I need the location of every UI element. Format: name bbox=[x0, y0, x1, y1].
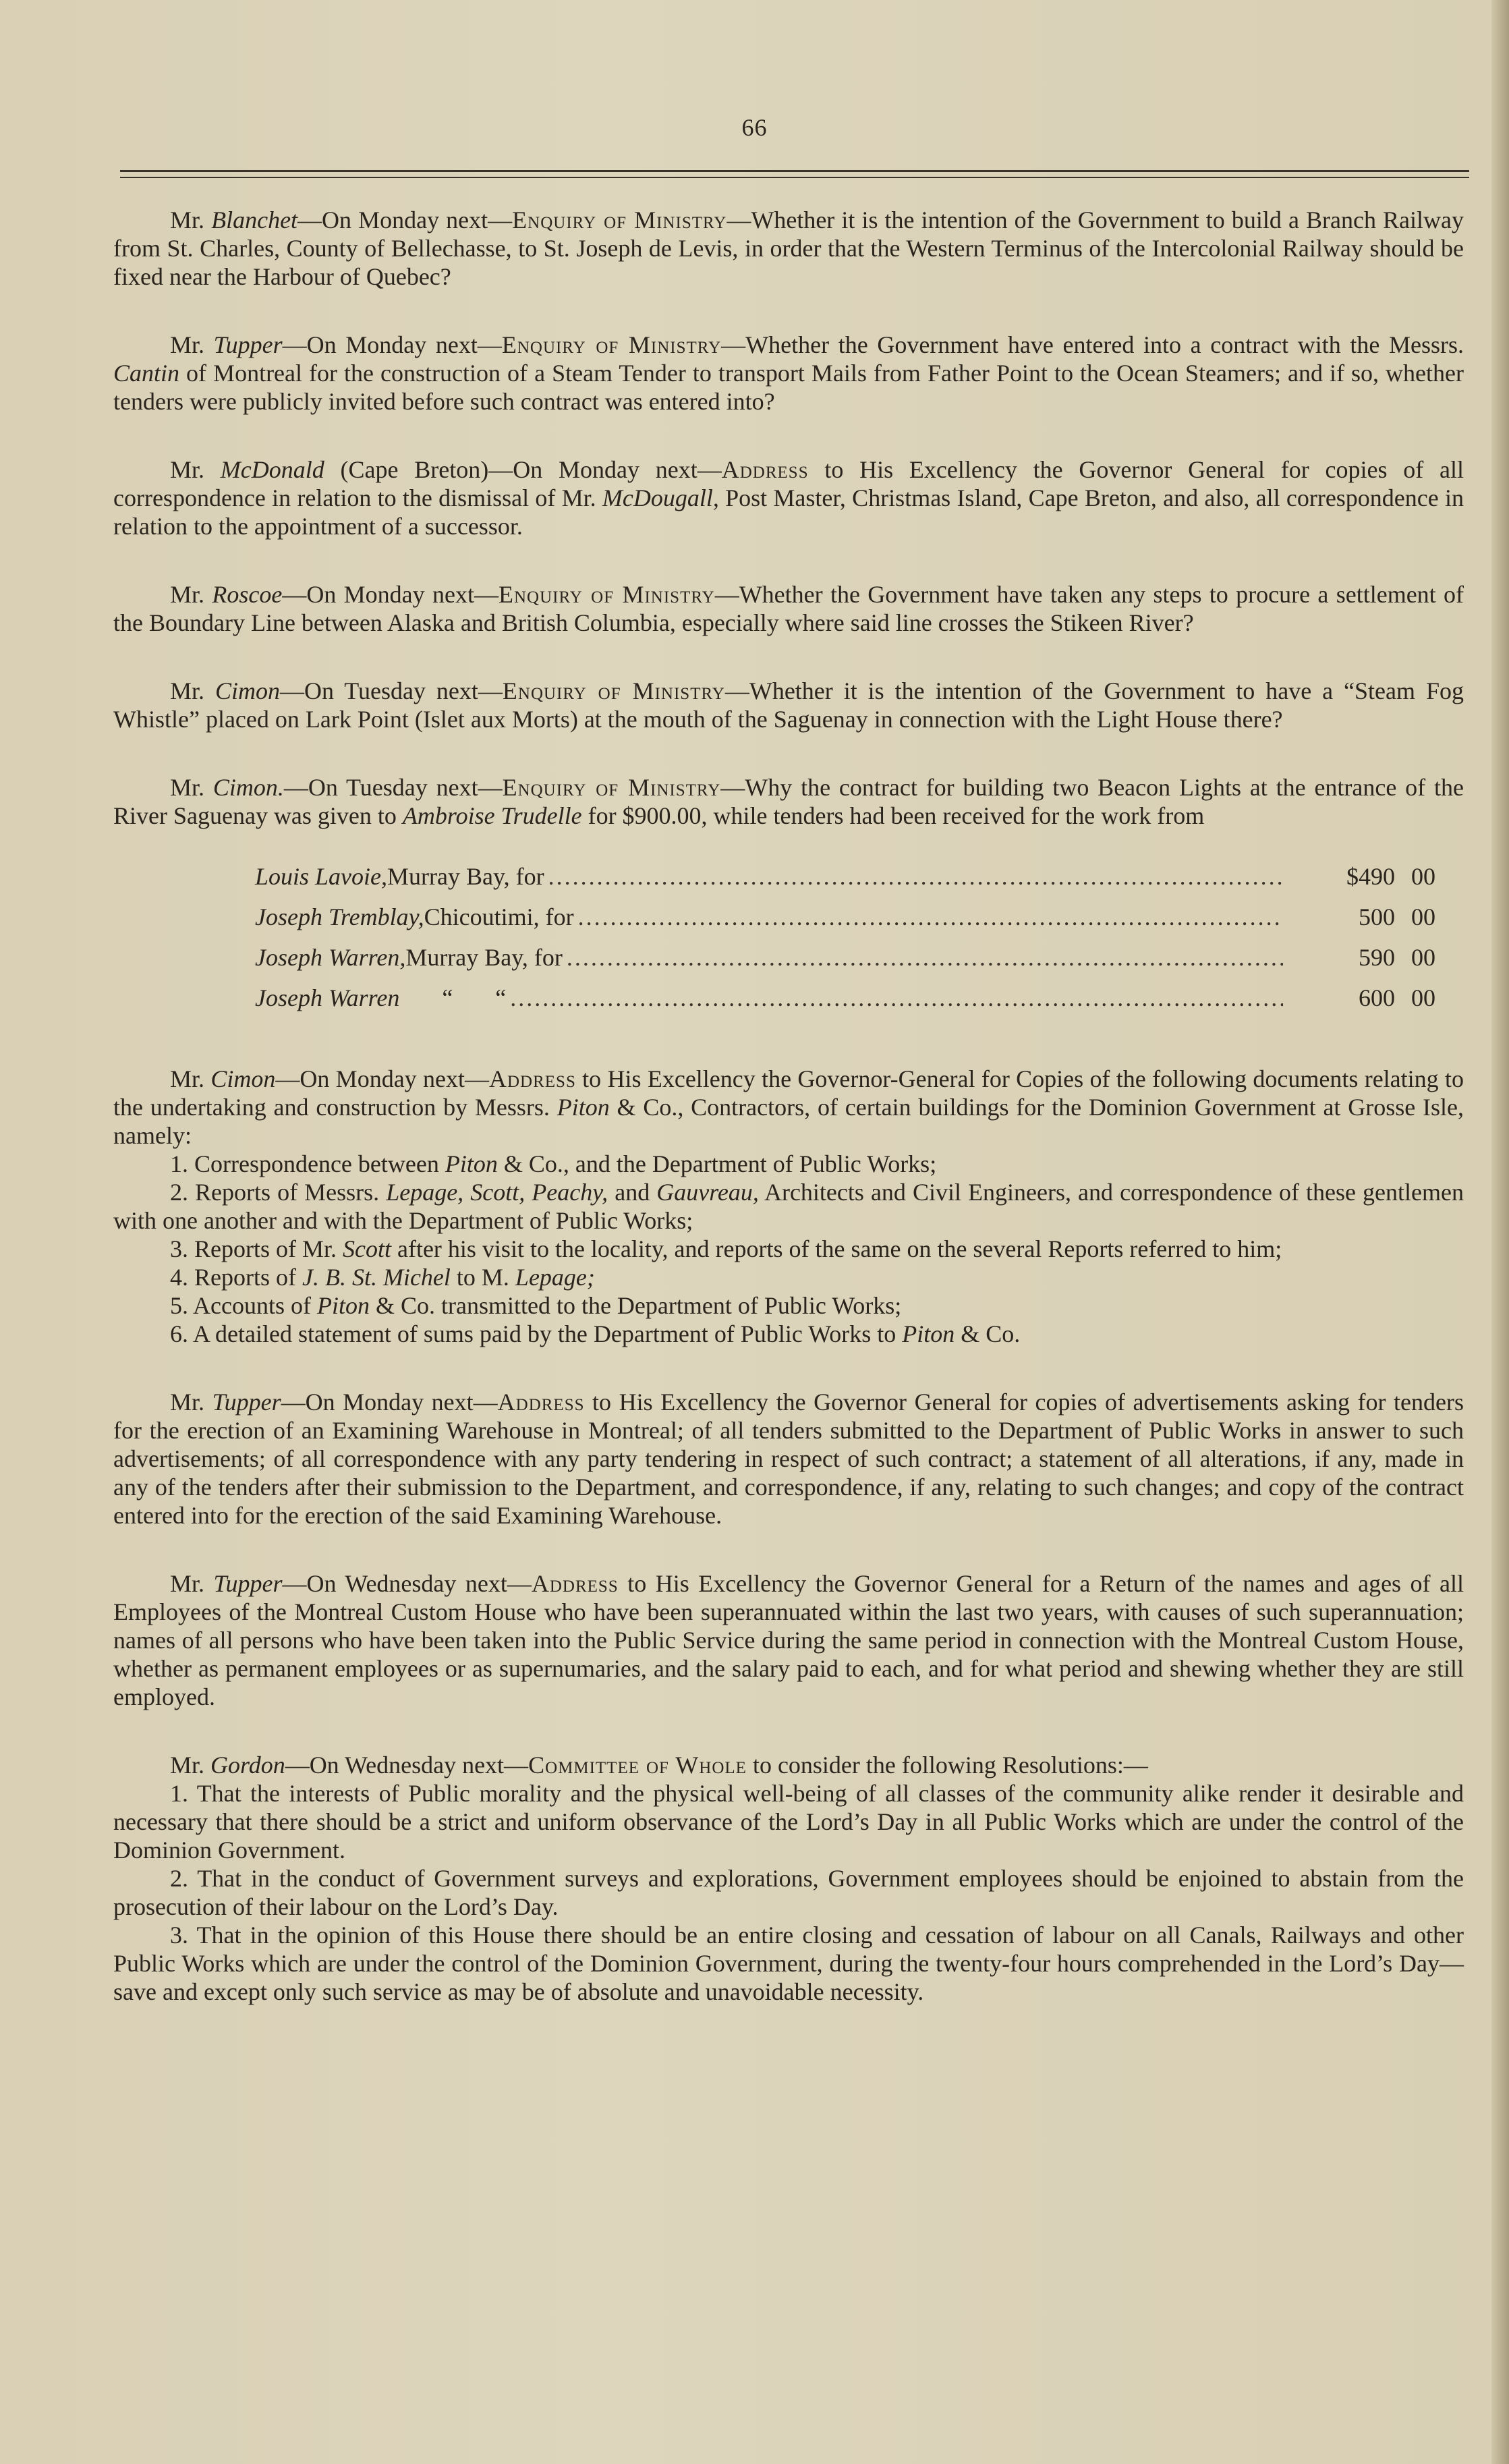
leader-dots bbox=[578, 903, 1283, 931]
page-edge-shadow bbox=[1491, 0, 1509, 2464]
member-name: Tupper bbox=[212, 1389, 281, 1416]
document-item: 6. A detailed statement of sums paid by the Department of Public Works to Piton & Co. bbox=[170, 1320, 1021, 1347]
resolution-item: 2. That in the conduct of Government surveys and explorations, Government employees should be enjoined to abstain from the prosecution of their labour on the Lord’s Day. bbox=[113, 1865, 1464, 1920]
header-rule-bottom bbox=[120, 177, 1469, 178]
tenders-list bbox=[255, 862, 1435, 1024]
tender-row bbox=[255, 943, 1435, 984]
member-name: Cimon. bbox=[212, 774, 284, 801]
notice-tupper-steam-tender: Mr. Tupper—On Monday next—Enquiry of Ministry—Whether the Government have entered into a contract with the Messrs. Cantin of Montreal for the construction of a Steam Tender to transport Mails from Father Point to the Ocean Steamers; and if so, whether tenders were publicly invited before such contract was entered into? bbox=[113, 331, 1464, 415]
notice-kind: Address bbox=[497, 1389, 585, 1416]
member-name: Tupper bbox=[213, 331, 283, 358]
notice-mcdonald: Mr. McDonald (Cape Breton)—On Monday next—Address to His Excellency the Governor General for copies of all correspondence in relation to the dismissal of Mr. McDougall, Post Master, Christmas Island, Cape Breton, and also, all correspondence in relation to the appointment of a successor. bbox=[113, 456, 1464, 540]
resolution-item: 1. That the interests of Public morality and the physical well-being of all classes of the community alike render it desirable and necessary that there should be a strict and uniform observance of the Lord’s Day in all Public Works which are under the control of the Dominion Government. bbox=[113, 1780, 1464, 1864]
notice-kind: Address bbox=[488, 1065, 576, 1092]
document-item: 5. Accounts of Piton & Co. transmitted to the Department of Public Works; bbox=[170, 1292, 902, 1319]
leader-dots bbox=[548, 862, 1283, 891]
member-name: Cimon bbox=[215, 677, 280, 704]
tender-place: “ “ bbox=[399, 984, 507, 1011]
tender-cents: 00 bbox=[1411, 863, 1435, 890]
notice-tupper-custom-house: Mr. Tupper—On Wednesday next—Address to His Excellency the Governor General for a Return of the names and ages of all Employees of the Montreal Custom House who have been superannuated within the last two years, with causes of such superannuation; names of all persons who have been taken into the Public Service during the same period in connection with the Montreal Custom House, whether as permanent employees or as supernumaries, and the salary paid to each, and for what period and shewing whether they are still employed. bbox=[113, 1570, 1464, 1710]
tender-amount: $490 bbox=[1346, 863, 1395, 890]
document-item: 2. Reports of Messrs. Lepage, Scott, Peachy, and Gauvreau, Architects and Civil Engineers, and correspondence of these gentlemen with one another and with the Department of Public Works; bbox=[113, 1179, 1464, 1234]
tender-cents: 00 bbox=[1411, 944, 1435, 971]
member-name: Tupper bbox=[213, 1570, 283, 1597]
document-item: 1. Correspondence between Piton & Co., and the Department of Public Works; bbox=[170, 1150, 937, 1177]
notice-blanchet: Mr. Blanchet—On Monday next—Enquiry of Ministry—Whether it is the intention of the Government to build a Branch Railway from St. Charles, County of Bellechasse, to St. Joseph de Levis, in order that the Western Terminus of the Intercolonial Railway should be fixed near the Harbour of Quebec? bbox=[113, 206, 1464, 290]
tender-place: Chicoutimi, for bbox=[424, 903, 574, 930]
notice-tupper-examining-warehouse: Mr. Tupper—On Monday next—Address to His Excellency the Governor General for copies of advertisements asking for tenders for the erection of an Examining Warehouse in Montreal; of all tenders submitted to the Department of Public Works in answer to such advertisements; of all correspondence with any party tendering in respect of such contract; a statement of all alterations, if any, made in any of the tenders after their submission to the Department, and correspondence, if any, relating to such changes; and copy of the contract entered into for the erection of the said Examining Warehouse. bbox=[113, 1389, 1464, 1529]
notice-cimon-fog-whistle: Mr. Cimon—On Tuesday next—Enquiry of Ministry—Whether it is the intention of the Government to have a “Steam Fog Whistle” placed on Lark Point (Islet aux Morts) at the mouth of the Saguenay in connection with the Light House there? bbox=[113, 677, 1464, 733]
notice-kind: Enquiry of Ministry bbox=[502, 774, 721, 801]
notice-kind: Enquiry of Ministry bbox=[512, 206, 727, 233]
document-item: 4. Reports of J. B. St. Michel to M. Lepage; bbox=[170, 1264, 595, 1291]
notice-kind: Address bbox=[531, 1570, 619, 1597]
notice-roscoe: Mr. Roscoe—On Monday next—Enquiry of Ministry—Whether the Government have taken any steps to procure a settlement of the Boundary Line between Alaska and British Columbia, especially where said line crosses the Stikeen River? bbox=[113, 581, 1464, 636]
tender-place: Murray Bay, for bbox=[405, 944, 563, 971]
page-number: 66 bbox=[741, 114, 768, 141]
tender-amount: 590 bbox=[1359, 944, 1395, 971]
notice-paper-body bbox=[113, 206, 1464, 2046]
notice-kind: Enquiry of Ministry bbox=[502, 677, 725, 704]
tender-place: Murray Bay, for bbox=[387, 863, 544, 890]
leader-dots bbox=[567, 943, 1283, 972]
notice-cimon-beacon-lights: Mr. Cimon.—On Tuesday next—Enquiry of Ministry—Why the contract for building two Beacon Lights at the entrance of the River Saguenay was given to Ambroise Trudelle for $900.00, while tenders had been received for the work from bbox=[113, 774, 1464, 829]
tender-name: Joseph Warren, bbox=[255, 944, 406, 971]
header-rule-top bbox=[120, 170, 1469, 172]
tender-cents: 00 bbox=[1411, 984, 1435, 1011]
notice-kind: Enquiry of Ministry bbox=[498, 581, 715, 608]
tender-amount: 500 bbox=[1359, 903, 1395, 930]
notice-gordon-resolutions bbox=[113, 1751, 1464, 2006]
document-item: 3. Reports of Mr. Scott after his visit to the locality, and reports of the same on the several Reports referred to him; bbox=[170, 1235, 1282, 1262]
member-name: Blanchet bbox=[211, 206, 298, 233]
tender-amount: 600 bbox=[1359, 984, 1395, 1011]
member-name: Cimon bbox=[210, 1065, 276, 1092]
member-name: McDonald bbox=[220, 456, 324, 483]
member-name: Roscoe bbox=[212, 581, 283, 608]
tender-cents: 00 bbox=[1411, 903, 1435, 930]
leader-dots bbox=[510, 984, 1283, 1012]
notice-kind: Enquiry of Ministry bbox=[501, 331, 722, 358]
resolution-item: 3. That in the opinion of this House there should be an entire closing and cessation of labour on all Canals, Railways and other Public Works which are under the control of the Dominion Government, during the twenty-four hours comprehended in the Lord’s Day—save and except only such service as may be of absolute and unavoidable necessity. bbox=[113, 1922, 1464, 2005]
notice-intro: Mr. Gordon—On Wednesday next—Committee of Whole to consider the following Resolutions:— bbox=[170, 1752, 1148, 1779]
member-name: Gordon bbox=[210, 1752, 285, 1779]
tender-name: Joseph Tremblay, bbox=[255, 903, 424, 930]
tender-row bbox=[255, 862, 1435, 903]
notice-kind: Address bbox=[721, 456, 809, 483]
tender-name: Joseph Warren bbox=[255, 984, 400, 1011]
notice-kind: Committee of Whole bbox=[528, 1752, 747, 1779]
tender-row bbox=[255, 903, 1435, 943]
tender-name: Louis Lavoie, bbox=[255, 863, 388, 890]
notice-intro: Mr. Cimon—On Monday next—Address to His Excellency the Governor-General for Copies of the following documents relating to the undertaking and construction by Messrs. Piton & Co., Contractors, of certain buildings for the Dominion Government at Grosse Isle, namely: bbox=[113, 1065, 1464, 1149]
notice-cimon-grosse-isle bbox=[113, 1065, 1464, 1348]
tender-row bbox=[255, 984, 1435, 1024]
